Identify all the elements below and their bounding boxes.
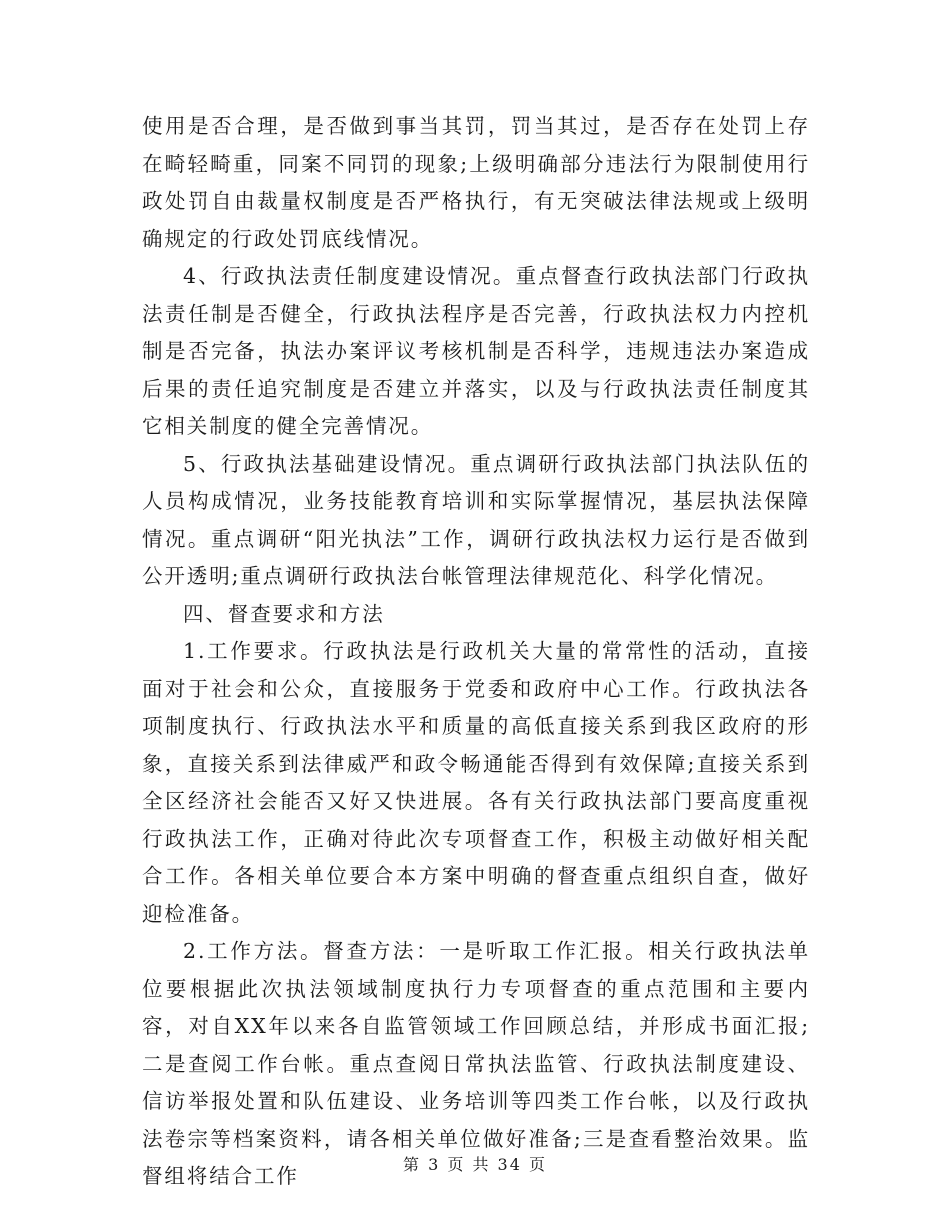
page-number-label: 第 3 页 共 34 页 <box>403 1155 547 1174</box>
section-heading-requirements-methods: 四、督查要求和方法 <box>183 601 385 626</box>
document-body <box>142 108 810 1196</box>
paragraph-work-requirements: 1.工作要求。行政执法是行政机关大量的常常性的活动，直接面对于社会和公众，直接服务于党委和政府中心工作。行政执法各项制度执行、行政执法水平和质量的高低直接关系到我区政府的形象，直接关系到法律威严和政令畅通能否得到有效保障;直接关系到全区经济社会能否又好又快进展。各有关行政执法部门要高度重视行政执法工作，正确对待此次专项督查工作，积极主动做好相关配合工作。各相关单位要合本方案中明确的督查重点组织自查，做好迎检准备。 <box>142 639 810 926</box>
page-footer <box>0 1152 950 1175</box>
paragraph-law-enforcement-responsibility: 4、行政执法责任制度建设情况。重点督查行政执法部门行政执法责任制是否健全，行政执法程序是否完善，行政执法权力内控机制是否完备，执法办案评议考核机制是否科学，违规违法办案造成后果的责任追究制度是否建立并落实，以及与行政执法责任制度其它相关制度的健全完善情况。 <box>142 264 810 438</box>
paragraph-law-enforcement-foundation: 5、行政执法基础建设情况。重点调研行政执法部门执法队伍的人员构成情况，业务技能教育培训和实际掌握情况，基层执法保障情况。重点调研“阳光执法”工作，调研行政执法权力运行是否做到公开透明;重点调研行政执法台帐管理法律规范化、科学化情况。 <box>142 451 810 588</box>
paragraph-continued: 使用是否合理，是否做到事当其罚，罚当其过，是否存在处罚上存在畸轻畸重，同案不同罚的现象;上级明确部分违法行为限制使用行政处罚自由裁量权制度是否严格执行，有无突破法律法规或上级明确规定的行政处罚底线情况。 <box>142 114 810 251</box>
paragraph-work-methods: 2.工作方法。督查方法：一是听取工作汇报。相关行政执法单位要根据此次执法领域制度执行力专项督查的重点范围和主要内容，对自XX年以来各自监管领域工作回顾总结，并形成书面汇报;二是查阅工作台帐。重点查阅日常执法监管、行政执法制度建设、信访举报处置和队伍建设、业务培训等四类工作台帐，以及行政执法卷宗等档案资料，请各相关单位做好准备;三是查看整治效果。监督组将结合工作 <box>142 939 810 1188</box>
